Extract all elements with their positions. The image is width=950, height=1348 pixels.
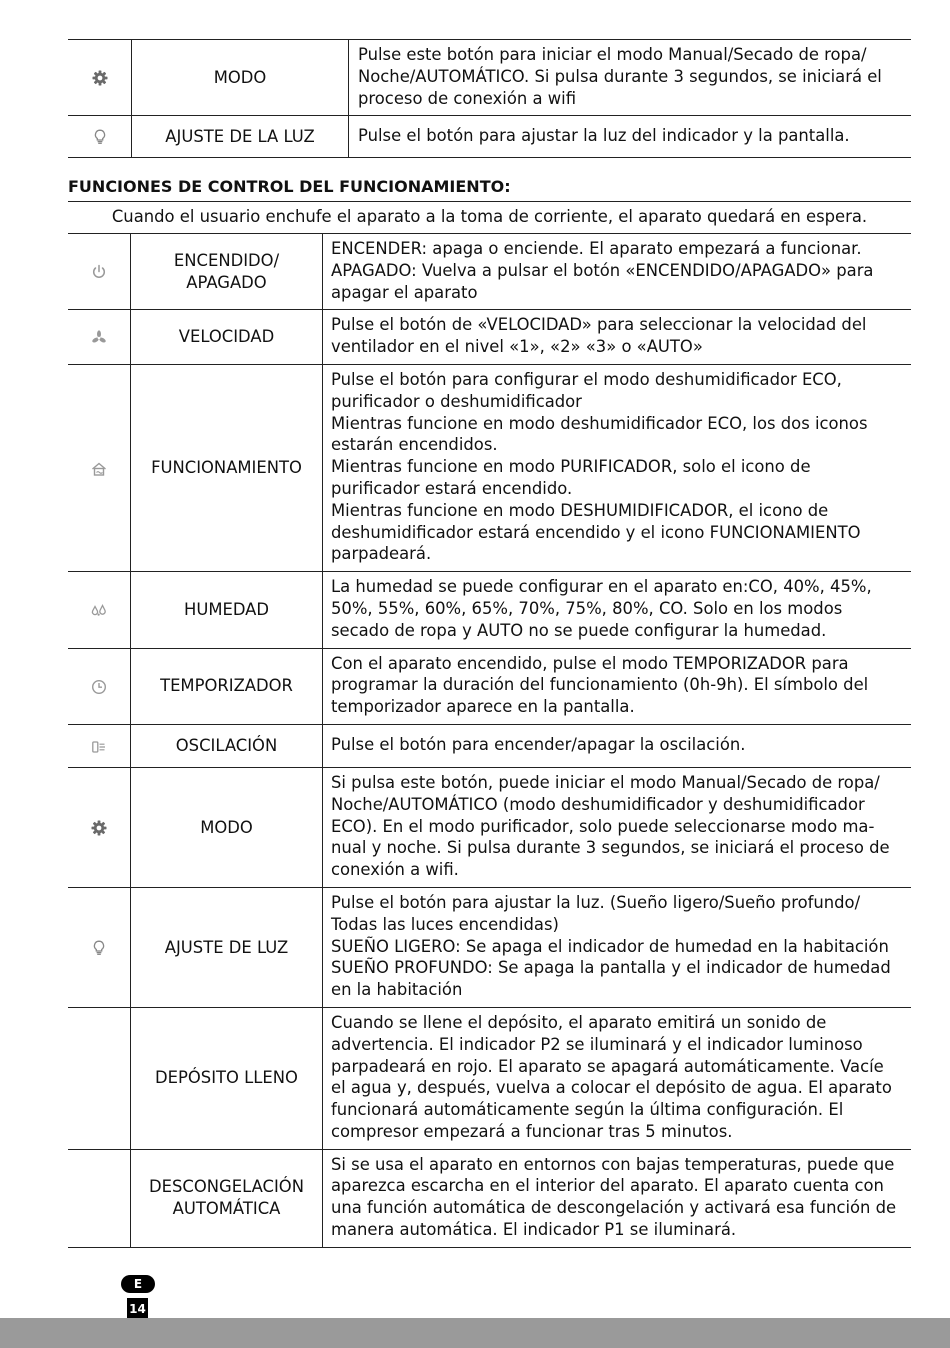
- function-description-line: deshumidificador estará encendido y el icono FUNCIONAMIENTO: [331, 522, 861, 542]
- icon-cell: [68, 234, 131, 310]
- lightbulb-icon: [91, 128, 109, 146]
- function-description: [323, 1149, 912, 1247]
- function-description-line: el agua y, después, vuelva a colocar el depósito de agua. El aparato: [331, 1078, 892, 1098]
- function-description: [323, 572, 912, 648]
- function-description-line: ECO). En el modo purificador, solo puede seleccionarse modo ma-: [331, 816, 875, 836]
- function-name: [131, 364, 323, 571]
- table-row: [68, 310, 911, 365]
- humidity-drops-icon: [90, 601, 108, 619]
- footer-bar: [0, 1318, 950, 1348]
- icon-cell: [68, 887, 131, 1007]
- function-name-line: AJUSTE DE LUZ: [164, 937, 289, 957]
- function-description-line: ENCENDER: apaga o enciende. El aparato empezará a funcionar.: [331, 239, 862, 258]
- fan-icon: [90, 329, 108, 347]
- home-mode-icon: [90, 460, 108, 478]
- function-description: [323, 648, 912, 724]
- function-name: [131, 648, 323, 724]
- icon-cell: [68, 1007, 131, 1149]
- icon-cell: [68, 1149, 131, 1247]
- function-description-line: Pulse este botón para iniciar el modo Manual/Secado de ropa/: [358, 45, 867, 64]
- function-description-line: conexión a wifi.: [331, 860, 459, 880]
- section-heading: FUNCIONES DE CONTROL DEL FUNCIONAMIENTO:: [68, 177, 511, 196]
- function-description-line: Noche/AUTOMÁTICO (modo deshumidificador y deshumidificador: [331, 794, 865, 814]
- function-description: [323, 767, 912, 887]
- function-name-line: FUNCIONAMIENTO: [151, 458, 302, 478]
- function-description-line: proceso de conexión a wifi: [358, 88, 577, 108]
- clock-icon: [90, 678, 108, 696]
- swing-icon: [90, 738, 108, 756]
- intro-text: Cuando el usuario enchufe el aparato a la toma de corriente, el aparato quedará en espera.: [111, 207, 868, 226]
- function-description-line: parpadeará.: [331, 544, 432, 564]
- table-row: [68, 116, 911, 158]
- function-description-line: Pulse el botón para ajustar la luz. (Sueño ligero/Sueño profundo/: [331, 892, 861, 912]
- function-description-line: compresor empezará a funcionar tras 5 minutos.: [331, 1121, 733, 1141]
- function-description-line: Mientras funcione en modo PURIFICADOR, solo el icono de: [331, 457, 811, 477]
- function-name-line: VELOCIDAD: [178, 327, 275, 347]
- icon-cell: [68, 40, 132, 116]
- table-row: [68, 648, 911, 724]
- function-name-line: ENCENDIDO/: [173, 250, 280, 270]
- function-description-line: Si pulsa este botón, puede iniciar el modo Manual/Secado de ropa/: [331, 772, 880, 792]
- icon-cell: [68, 767, 131, 887]
- heading-rule: [68, 201, 911, 202]
- function-description-line: secado de ropa y AUTO no se puede configurar la humedad.: [331, 620, 827, 640]
- function-name: [131, 767, 323, 887]
- function-description: [323, 1007, 912, 1149]
- function-description-line: 50%, 55%, 60%, 65%, 70%, 75%, 80%, CO. Solo en los modos: [331, 598, 843, 618]
- function-description-line: Pulse el botón para encender/apagar la oscilación.: [331, 735, 746, 755]
- function-description-line: una función automática de descongelación y activará esa función de: [331, 1198, 897, 1218]
- table-row: [68, 767, 911, 887]
- function-description-line: ventilador en el nivel «1», «2» «3» o «AUTO»: [331, 337, 703, 357]
- control-functions-table: [68, 233, 911, 1248]
- function-name-line: DEPÓSITO LLENO: [155, 1068, 298, 1088]
- function-name: [131, 572, 323, 648]
- function-description-line: estarán encendidos.: [331, 435, 498, 455]
- function-description-line: APAGADO: Vuelva a pulsar el botón «ENCENDIDO/APAGADO» para: [331, 260, 874, 280]
- function-description-line: en la habitación: [331, 980, 463, 1000]
- icon-cell: [68, 648, 131, 724]
- table-row: [68, 572, 911, 648]
- language-badge: E: [121, 1275, 155, 1293]
- icon-cell: [68, 116, 132, 158]
- function-description-line: Con el aparato encendido, pulse el modo TEMPORIZADOR para: [331, 653, 849, 673]
- function-name-line: OSCILACIÓN: [175, 736, 278, 756]
- function-description-line: SUEÑO PROFUNDO: Se apaga la pantalla y el indicador de humedad: [331, 958, 891, 978]
- page-number: 14: [127, 1298, 148, 1348]
- table-row: [68, 40, 911, 116]
- function-description: [349, 116, 912, 158]
- function-description: [323, 724, 912, 767]
- function-description-line: Noche/AUTOMÁTICO. Si pulsa durante 3 segundos, se iniciará el: [358, 66, 882, 86]
- function-description: [349, 40, 912, 116]
- function-description-line: parpadeará en rojo. El aparato se apagará automáticamente. Vacíe: [331, 1056, 884, 1076]
- function-description-line: aparezca escarcha en el interior del aparato. El aparato cuenta con: [331, 1176, 884, 1196]
- table-row: [68, 1007, 911, 1149]
- function-name: [131, 310, 323, 365]
- function-description-line: Si se usa el aparato en entornos con bajas temperaturas, puede que: [331, 1154, 895, 1174]
- function-description-line: Cuando se llene el depósito, el aparato emitirá un sonido de: [331, 1012, 827, 1032]
- icon-cell: [68, 724, 131, 767]
- table-row: [68, 1149, 911, 1247]
- function-description-line: manera automática. El indicador P1 se iluminará.: [331, 1220, 737, 1240]
- function-name-line: HUMEDAD: [184, 599, 269, 619]
- function-name: [131, 234, 323, 310]
- function-description-line: Pulse el botón para configurar el modo deshumidificador ECO,: [331, 369, 842, 389]
- function-description-line: Mientras funcione en modo deshumidificador ECO, los dos iconos: [331, 413, 868, 433]
- lightbulb-icon: [90, 939, 108, 957]
- function-name: MODO: [132, 40, 349, 116]
- gear-icon: [90, 819, 108, 837]
- gear-icon: [91, 69, 109, 87]
- power-icon: [90, 263, 108, 281]
- function-description: [323, 234, 912, 310]
- function-description: [323, 887, 912, 1007]
- table-row: [68, 887, 911, 1007]
- function-description: [323, 310, 912, 365]
- function-description-line: funcionará automáticamente según la última configuración. El: [331, 1100, 844, 1120]
- function-description-line: SUEÑO LIGERO: Se apaga el indicador de humedad en la habitación: [331, 936, 889, 956]
- table-row: [68, 364, 911, 571]
- icon-cell: [68, 572, 131, 648]
- function-description: [323, 364, 912, 571]
- function-name: [131, 724, 323, 767]
- function-description-line: programar la duración del funcionamiento (0h-9h). El símbolo del: [331, 675, 869, 695]
- icon-cell: [68, 310, 131, 365]
- function-description-line: advertencia. El indicador P2 se iluminará y el indicador luminoso: [331, 1034, 863, 1054]
- function-description-line: Pulse el botón para ajustar la luz del indicador y la pantalla.: [358, 125, 850, 145]
- function-name-line: AUTOMÁTICA: [172, 1199, 281, 1219]
- table-row: [68, 724, 911, 767]
- function-description-line: nual y noche. Si pulsa durante 3 segundos, se iniciará el proceso de: [331, 838, 890, 858]
- function-description-line: purificador estará encendido.: [331, 478, 573, 498]
- function-description-line: apagar el aparato: [331, 282, 478, 302]
- function-description-line: Mientras funcione en modo DESHUMIDIFICADOR, el icono de: [331, 500, 829, 520]
- function-name-line: DESCONGELACIÓN: [149, 1177, 304, 1197]
- function-description-line: temporizador aparece en la pantalla.: [331, 697, 635, 717]
- function-name-line: TEMPORIZADOR: [160, 676, 293, 696]
- icon-cell: [68, 364, 131, 571]
- function-name: AJUSTE DE LA LUZ: [132, 116, 349, 158]
- function-name-line: MODO: [200, 817, 253, 837]
- function-name: [131, 1149, 323, 1247]
- function-description-line: Pulse el botón de «VELOCIDAD» para seleccionar la velocidad del: [331, 315, 867, 335]
- function-description-line: purificador o deshumidificador: [331, 391, 582, 411]
- top-function-table: [68, 39, 911, 158]
- function-description-line: Todas las luces encendidas): [331, 914, 559, 934]
- function-name: [131, 887, 323, 1007]
- function-description-line: La humedad se puede configurar en el aparato en:CO, 40%, 45%,: [331, 577, 872, 597]
- function-name-line: APAGADO: [186, 272, 267, 292]
- function-name: [131, 1007, 323, 1149]
- table-row: [68, 234, 911, 310]
